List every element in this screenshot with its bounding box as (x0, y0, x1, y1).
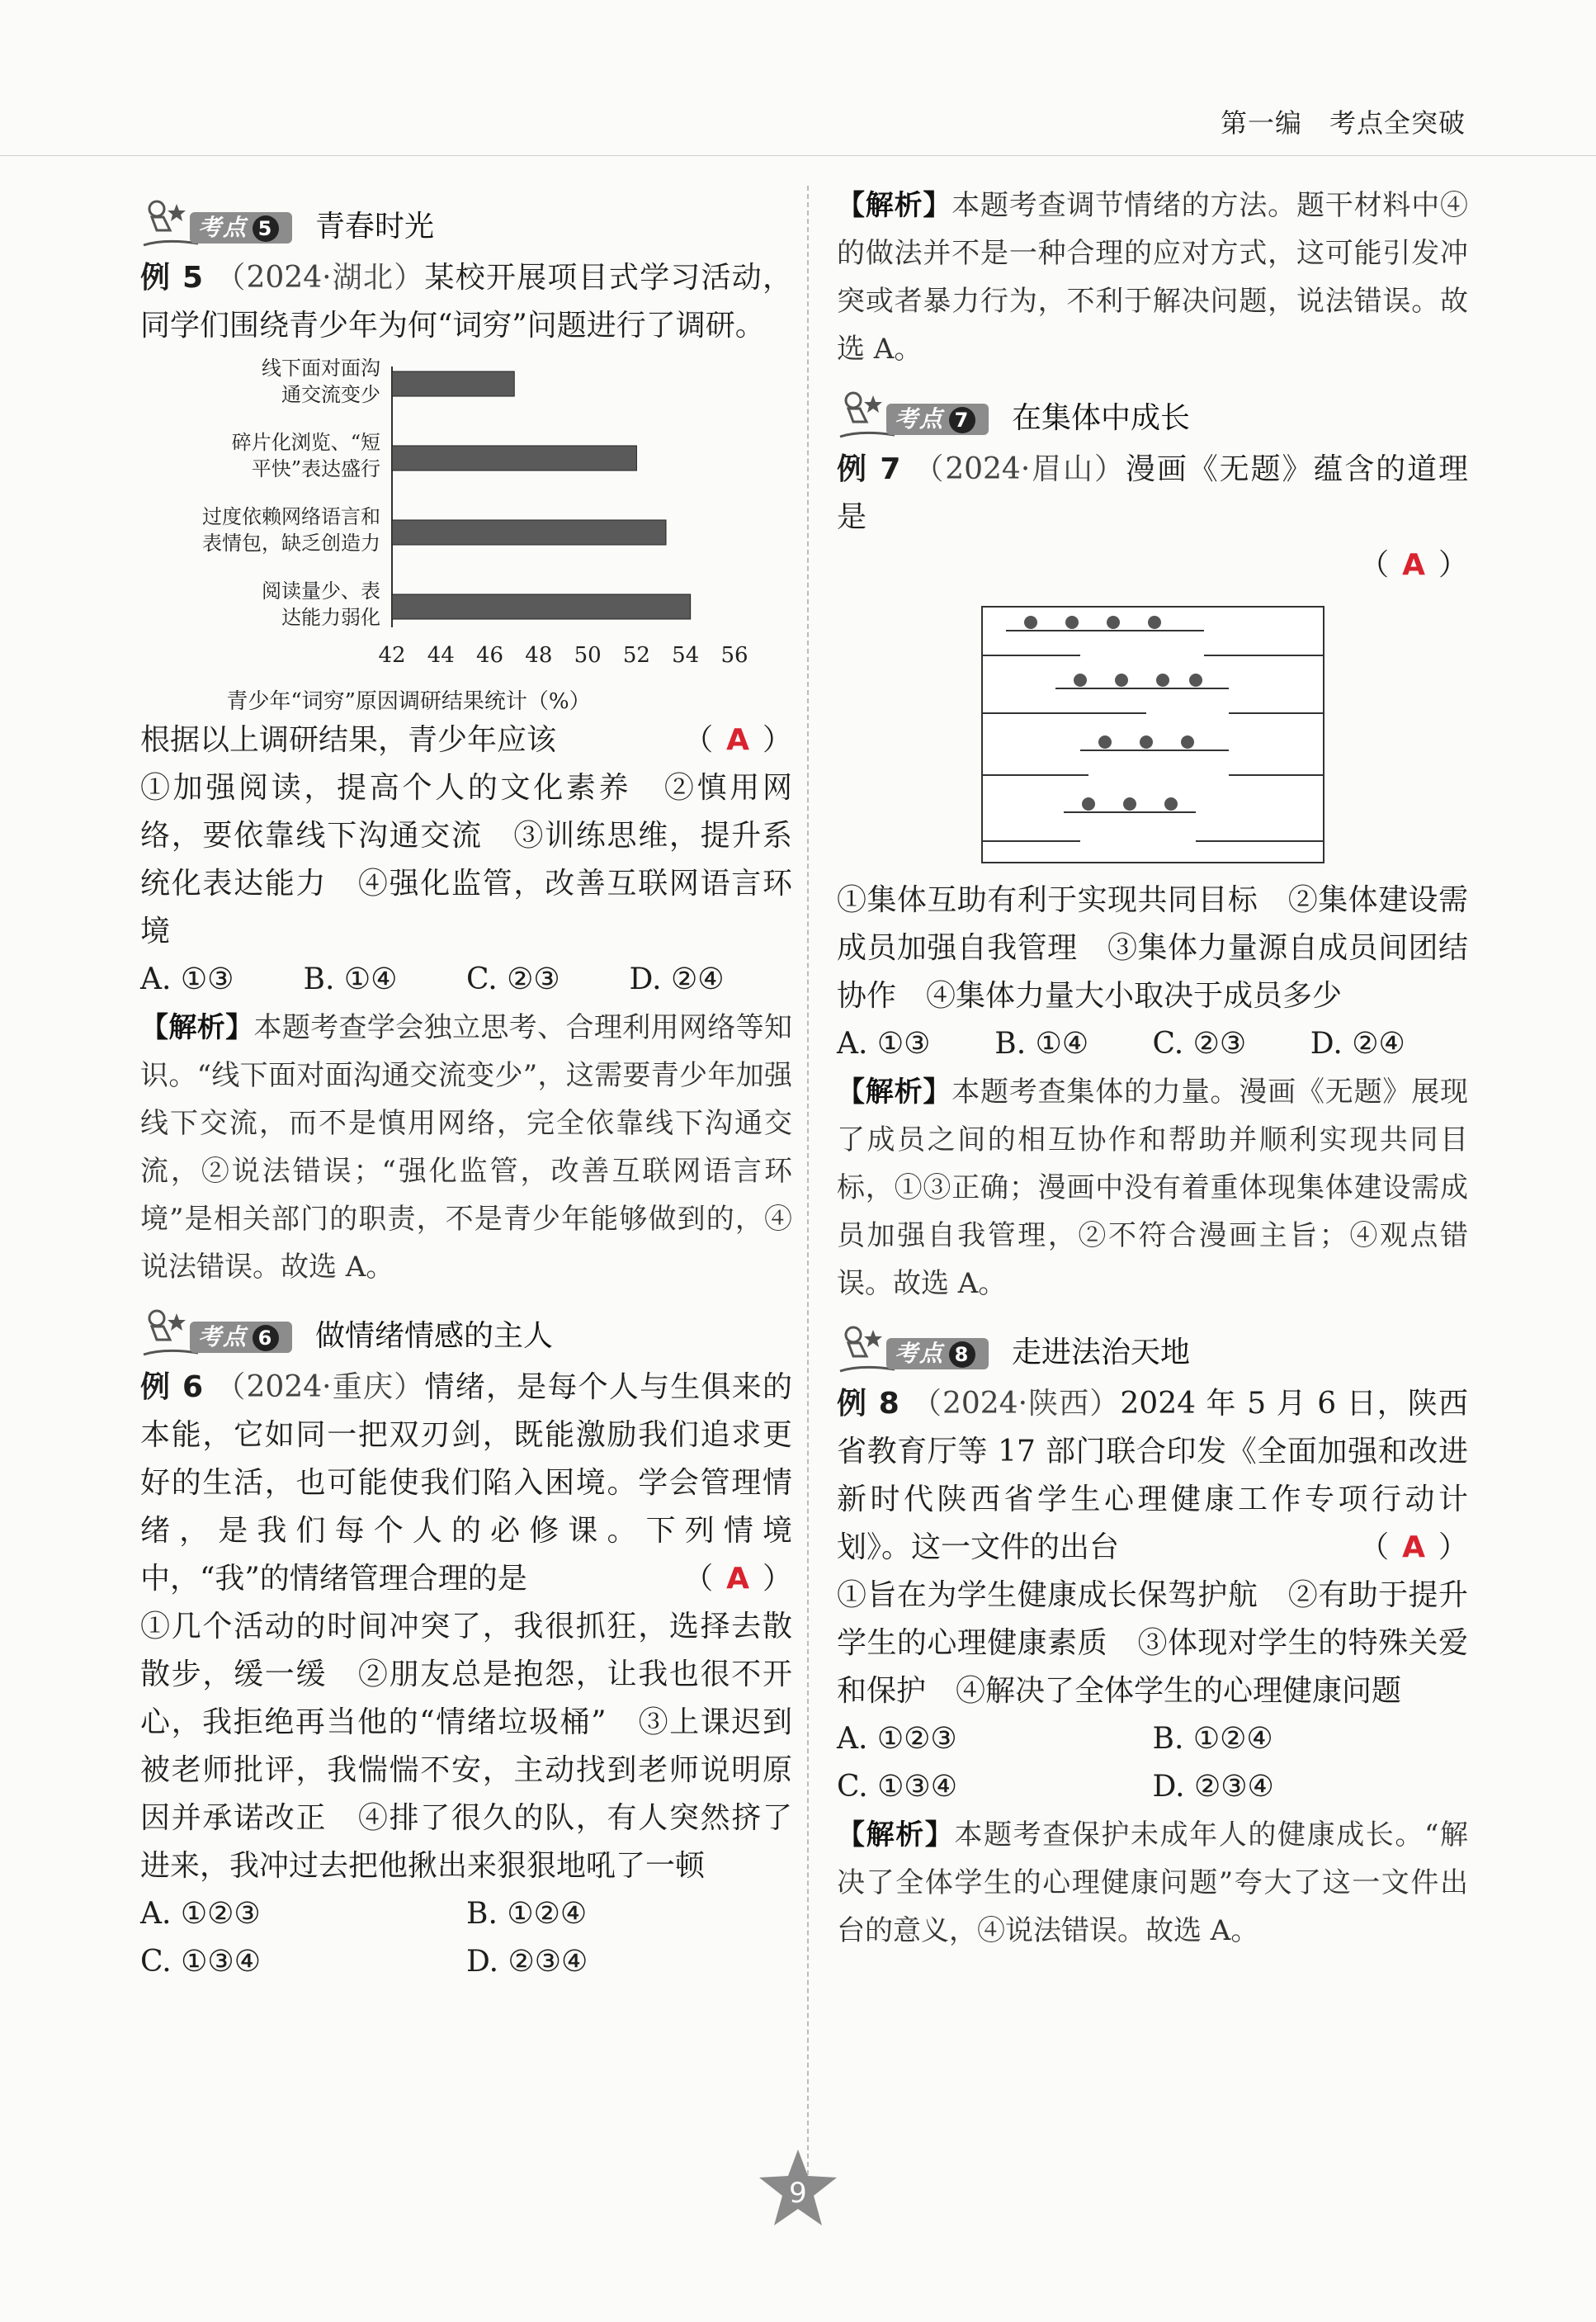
example-6-analysis (837, 182, 1468, 373)
answer-letter: A (1402, 548, 1425, 582)
x-tick-label: 44 (427, 643, 455, 668)
kaodian-6-heading (140, 1303, 792, 1364)
example-source: （2024·重庆） (215, 1370, 425, 1404)
example-8-analysis (837, 1811, 1468, 1955)
header-divider (0, 155, 1596, 156)
example-5-analysis (140, 1004, 792, 1291)
survey-bar-chart (140, 355, 792, 716)
analysis-label: 【解析】 (837, 1818, 955, 1851)
kaodian-5-heading (140, 193, 792, 254)
example-source: （2024·眉山） (912, 452, 1126, 486)
answer-bracket: （ A ） (1359, 1530, 1468, 1564)
example-stem-text: 某校开展项目式学习活动，同学们围绕青少年为何“词穷”问题进行了调研。 (140, 261, 792, 343)
kaodian-badge (140, 1307, 305, 1360)
option-c: C. ①③④ (140, 1945, 261, 1979)
example-5-question (140, 716, 792, 764)
category-label: 平快”表达盛行 (251, 457, 380, 480)
example-label: 例 6 (140, 1370, 204, 1404)
x-tick-label: 56 (720, 643, 748, 668)
kaodian-title: 在集体中成长 (1012, 400, 1191, 435)
analysis-label: 【解析】 (140, 1011, 254, 1044)
category-label: 过度依赖网络语言和 (202, 505, 380, 528)
kaodian-title: 做情绪情感的主人 (315, 1318, 554, 1353)
comic-illustration (981, 606, 1324, 863)
right-column (837, 182, 1468, 1955)
analysis-text: 本题考查调节情绪的方法。题干材料中④的做法并不是一种合理的应对方式，这可能引发冲突或者暴力行为，不利于解决问题，说法错误。故选 A。 (837, 189, 1469, 366)
kaodian-badge (837, 389, 1002, 442)
category-label: 表情包，缺乏创造力 (202, 532, 380, 555)
category-label: 达能力弱化 (281, 606, 380, 629)
example-8-options (837, 1715, 1468, 1811)
option-b: B. ①②④ (466, 1897, 588, 1931)
analysis-text: 本题考查保护未成年人的健康成长。“解决了全体学生的心理健康问题”夸大了这一文件出台的意义，④说法错误。故选 A。 (837, 1818, 1468, 1947)
example-8-statements: ①旨在为学生健康成长保驾护航 ②有助于提升学生的心理健康素质 ③体现对学生的特殊关爱和保护 ④解决了全体学生的心理健康问题 (837, 1578, 1468, 1708)
column-divider (807, 186, 809, 2192)
option-b: B. ①④ (303, 962, 398, 996)
example-7-stem (837, 446, 1468, 541)
analysis-text: 本题考查集体的力量。漫画《无题》展现了成员之间的相互协作和帮助并顺利实现共同目标，①③正确；漫画中没有着重体现集体建设需成员加强自我管理，②不符合漫画主旨；④观点错误。故选 A。 (837, 1076, 1469, 1300)
example-label: 例 8 (837, 1387, 900, 1421)
kaodian-label: 考点 5 (190, 212, 292, 244)
chart-title: 青少年“词穷”原因调研结果统计（%） (226, 689, 591, 714)
answer-bracket: （ A ） (683, 1562, 792, 1596)
question-text: 根据以上调研结果，青少年应该 (140, 723, 557, 757)
analysis-label: 【解析】 (837, 1076, 952, 1109)
running-header: 第一编 考点全突破 (1220, 107, 1466, 139)
example-5-stem (140, 254, 792, 350)
option-a: A. ①②③ (140, 1897, 261, 1931)
kaodian-label: 考点 8 (886, 1338, 989, 1369)
x-tick-label: 46 (476, 643, 504, 668)
example-stem-text: 2024 年 5 月 6 日，陕西省教育厅等 17 部门联合印发《全面加强和改进新时代陕西省学生心理健康工作专项行动计划》。这一文件的出台 (837, 1387, 1468, 1564)
option-c: C. ①③④ (837, 1770, 957, 1804)
example-6-statements: ①几个活动的时间冲突了，我很抓狂，选择去散散步，缓一缓 ②朋友总是抱怨，让我也很不开心，我拒绝再当他的“情绪垃圾桶” ③上课迟到被老师批评，我惴惴不安，主动找到老师说明原因并承诺改正 ④排了很久的队，有人突然挤了进来，我冲过去把他揪出来狠狠地吼了一顿 (140, 1610, 792, 1883)
page-number-badge (754, 2146, 842, 2234)
kaodian-8-heading (837, 1319, 1468, 1380)
option-a: A. ①③ (837, 1027, 931, 1061)
x-tick-label: 52 (622, 643, 650, 668)
answer-letter: A (1402, 1530, 1425, 1564)
example-7-options (837, 1020, 1468, 1068)
chart-svg (140, 355, 792, 716)
example-5-options (140, 956, 792, 1004)
kaodian-badge (837, 1323, 1002, 1376)
option-d: D. ②④ (1310, 1027, 1405, 1061)
answer-letter: A (726, 723, 749, 757)
kaodian-badge (140, 197, 305, 250)
example-6-options (140, 1890, 792, 1986)
option-a: A. ①②③ (837, 1722, 957, 1756)
example-label: 例 7 (837, 452, 901, 486)
chart-bar (392, 594, 691, 619)
chart-bar (392, 446, 636, 471)
option-d: D. ②③④ (1152, 1770, 1274, 1804)
analysis-text: 本题考查学会独立思考、合理利用网络等知识。“线下面对面沟通交流变少”，这需要青少年加强线下交流，而不是慎用网络，完全依靠线下沟通交流，②说法错误；“强化监管，改善互联网语言环境”是相关部门的职责，不是青少年能够做到的，④说法错误。故选 A。 (140, 1011, 793, 1284)
example-7-answer-line (837, 541, 1468, 589)
example-7-statements: ①集体互助有利于实现共同目标 ②集体建设需成员加强自我管理 ③集体力量源自成员间团结协作 ④集体力量大小取决于成员多少 (837, 883, 1468, 1013)
kaodian-7-heading (837, 385, 1468, 446)
example-source: （2024·陕西） (910, 1387, 1121, 1421)
example-label: 例 5 (140, 261, 204, 295)
option-d: D. ②④ (629, 962, 725, 996)
kaodian-number: 7 (949, 407, 975, 433)
category-label: 碎片化浏览、“短 (231, 431, 380, 454)
option-a: A. ①③ (140, 962, 234, 996)
example-stem-text: 情绪，是每个人与生俱来的本能，它如同一把双刃剑，既能激励我们追求更好的生活，也可能使我们陷入困境。学会管理情绪，是我们每个人的必修课。下列情境中，“我”的情绪管理合理的是 (140, 1370, 792, 1596)
kaodian-label: 考点 6 (190, 1322, 292, 1353)
example-stem-text: 漫画《无题》蕴含的道理是 (837, 452, 1468, 534)
kaodian-label: 考点 7 (886, 404, 989, 435)
example-source: （2024·湖北） (215, 261, 425, 295)
option-b: B. ①②④ (1152, 1722, 1273, 1756)
option-d: D. ②③④ (466, 1945, 588, 1979)
chart-bar (392, 520, 666, 545)
example-7-analysis (837, 1068, 1468, 1308)
x-tick-label: 54 (672, 643, 700, 668)
category-label: 线下面对面沟 (262, 357, 380, 380)
option-c: C. ②③ (466, 962, 560, 996)
answer-letter: A (726, 1562, 749, 1596)
example-6-stem (140, 1364, 792, 1603)
page-number: 9 (789, 2177, 807, 2210)
x-tick-label: 48 (525, 643, 553, 668)
kaodian-number: 5 (253, 215, 279, 242)
category-label: 阅读量少、表 (262, 579, 380, 603)
option-c: C. ②③ (1152, 1027, 1247, 1061)
kaodian-number: 8 (949, 1341, 975, 1368)
kaodian-number: 6 (253, 1325, 279, 1351)
option-b: B. ①④ (994, 1027, 1089, 1061)
example-5-statements: ①加强阅读，提高个人的文化素养 ②慎用网络，要依靠线下沟通交流 ③训练思维，提升系统化表达能力 ④强化监管，改善互联网语言环境 (140, 771, 792, 948)
answer-bracket: （ A ） (1359, 548, 1468, 582)
chart-bar (392, 371, 514, 396)
x-tick-label: 50 (574, 643, 602, 668)
left-column (140, 182, 792, 1986)
x-tick-label: 42 (378, 643, 406, 668)
category-label: 通交流变少 (281, 383, 380, 406)
kaodian-title: 走进法治天地 (1012, 1335, 1191, 1369)
analysis-label: 【解析】 (837, 189, 952, 222)
answer-bracket: （ A ） (683, 723, 792, 757)
kaodian-title: 青春时光 (315, 209, 435, 244)
example-8-stem (837, 1380, 1468, 1572)
